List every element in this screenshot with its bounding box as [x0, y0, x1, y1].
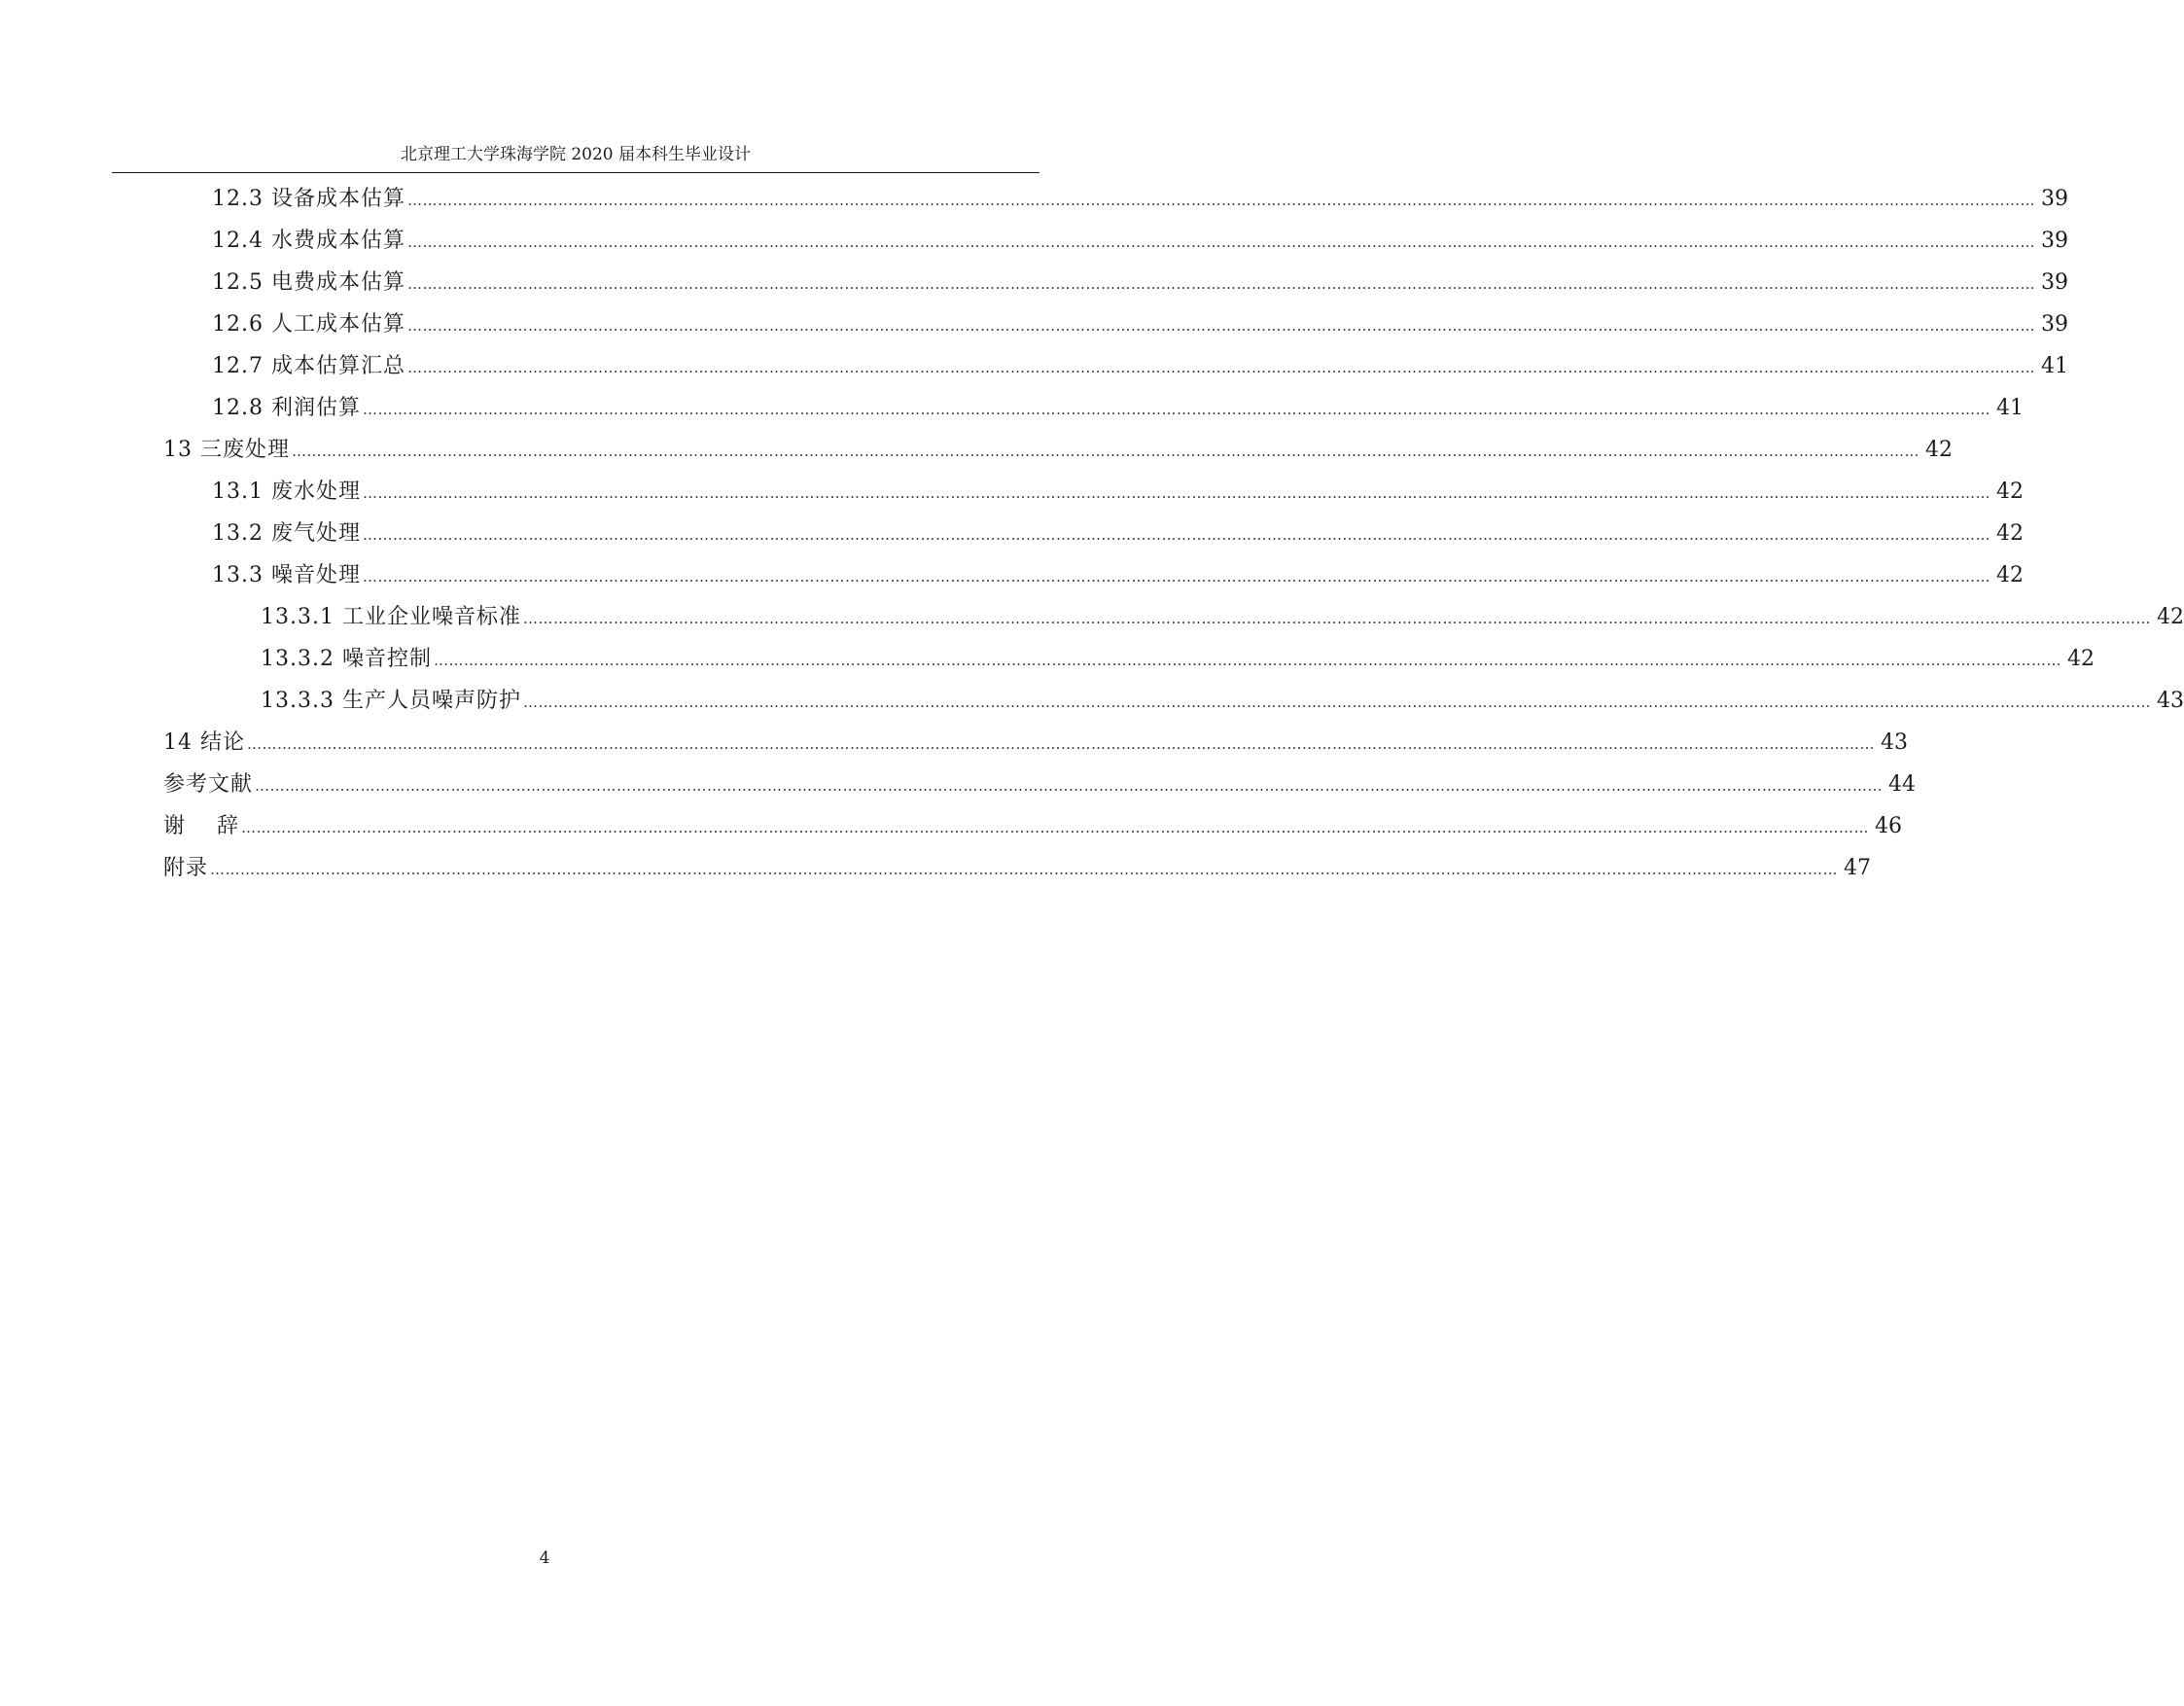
- toc-entry[interactable]: [0, 262, 2068, 303]
- toc-entry-page: 39: [2040, 270, 2068, 295]
- toc-entry-label: 12.6 人工成本估算: [212, 312, 405, 337]
- toc-entry-label: 谢 辞: [163, 814, 239, 838]
- toc-entry-page: 43: [1881, 730, 1908, 755]
- toc-entry-page: 42: [1925, 438, 1953, 462]
- toc-entry-page: 46: [1874, 814, 1902, 838]
- toc-entry-page: 42: [1995, 563, 2024, 587]
- toc-entry-page: 42: [1995, 480, 2024, 504]
- toc-entry-page: 39: [2040, 187, 2068, 211]
- toc-leader: ………………………………………………………………………………………………………………………………………………………………………………………………………………………………………………………………………………………………: [362, 401, 1990, 418]
- toc-entry-page: 39: [2040, 312, 2068, 337]
- toc-entry-label: 13.1 废水处理: [212, 480, 361, 504]
- toc-entry[interactable]: [0, 847, 1872, 889]
- toc-leader: ………………………………………………………………………………………………………………………………………………………………………………………………………………………………………………………………………………………………: [406, 192, 2035, 209]
- toc-leader: ………………………………………………………………………………………………………………………………………………………………………………………………………………………………………………………………………………………………: [362, 484, 1990, 502]
- header-rule: [112, 172, 1039, 173]
- page-header: 北京理工大学珠海学院 2020 届本科生毕业设计: [400, 145, 752, 164]
- toc-entry-page: 42: [2156, 605, 2184, 629]
- toc-entry-label: 13.3.2 噪音控制: [261, 647, 432, 671]
- toc-entry[interactable]: [0, 638, 2095, 680]
- toc-leader: ………………………………………………………………………………………………………………………………………………………………………………………………………………………………………………………………………………………………: [240, 819, 1869, 836]
- toc-leader: ………………………………………………………………………………………………………………………………………………………………………………………………………………………………………………………………………………………………: [255, 777, 1884, 795]
- toc-entry[interactable]: [0, 471, 2024, 513]
- toc-entry-label: 13.2 废气处理: [212, 521, 361, 546]
- toc-entry-page: 43: [2156, 689, 2184, 713]
- toc-entry-page: 39: [2040, 229, 2068, 253]
- toc-entry-label: 12.5 电费成本估算: [212, 270, 405, 295]
- table-of-contents: [0, 178, 2184, 889]
- toc-leader: ………………………………………………………………………………………………………………………………………………………………………………………………………………………………………………………………………………………………: [406, 275, 2035, 293]
- toc-leader: ………………………………………………………………………………………………………………………………………………………………………………………………………………………………………………………………………………………………: [406, 233, 2035, 251]
- toc-leader: ………………………………………………………………………………………………………………………………………………………………………………………………………………………………………………………………………………………………: [522, 693, 2151, 711]
- toc-entry-label: 12.7 成本估算汇总: [212, 354, 405, 378]
- toc-leader: ………………………………………………………………………………………………………………………………………………………………………………………………………………………………………………………………………………………………: [406, 359, 2035, 376]
- toc-entry[interactable]: [0, 429, 1953, 471]
- toc-entry-page: 41: [1995, 396, 2024, 420]
- toc-entry[interactable]: [0, 680, 2184, 722]
- toc-entry[interactable]: [0, 805, 1902, 847]
- toc-entry-label: 13 三废处理: [163, 438, 290, 462]
- toc-leader: ………………………………………………………………………………………………………………………………………………………………………………………………………………………………………………………………………………………………: [522, 610, 2151, 627]
- toc-leader: ………………………………………………………………………………………………………………………………………………………………………………………………………………………………………………………………………………………………: [362, 526, 1990, 544]
- toc-leader: ………………………………………………………………………………………………………………………………………………………………………………………………………………………………………………………………………………………………: [362, 568, 1990, 586]
- toc-entry[interactable]: [0, 387, 2024, 429]
- toc-entry-label: 13.3.3 生产人员噪声防护: [261, 689, 521, 713]
- toc-leader: ………………………………………………………………………………………………………………………………………………………………………………………………………………………………………………………………………………………………: [406, 317, 2035, 335]
- toc-entry[interactable]: [0, 220, 2068, 262]
- toc-entry-label: 参考文献: [163, 772, 254, 797]
- toc-entry-label: 12.8 利润估算: [212, 396, 361, 420]
- toc-entry[interactable]: [0, 178, 2068, 220]
- toc-entry-label: 14 结论: [163, 730, 245, 755]
- toc-entry[interactable]: [0, 722, 1908, 764]
- toc-entry-page: 41: [2040, 354, 2068, 378]
- toc-entry[interactable]: [0, 764, 1917, 805]
- toc-entry-label: 12.4 水费成本估算: [212, 229, 405, 253]
- toc-leader: ………………………………………………………………………………………………………………………………………………………………………………………………………………………………………………………………………………………………: [247, 735, 1875, 753]
- toc-entry-label: 12.3 设备成本估算: [212, 187, 405, 211]
- toc-leader: ………………………………………………………………………………………………………………………………………………………………………………………………………………………………………………………………………………………………: [292, 443, 1920, 460]
- toc-entry-label: 附录: [163, 856, 209, 880]
- toc-entry-page: 42: [2066, 647, 2095, 671]
- toc-entry[interactable]: [0, 513, 2024, 554]
- toc-entry[interactable]: [0, 303, 2068, 345]
- toc-entry-page: 44: [1888, 772, 1917, 797]
- toc-entry-label: 13.3.1 工业企业噪音标准: [261, 605, 521, 629]
- toc-entry[interactable]: [0, 345, 2068, 387]
- toc-leader: ………………………………………………………………………………………………………………………………………………………………………………………………………………………………………………………………………………………………: [210, 861, 1839, 878]
- toc-entry[interactable]: [0, 596, 2184, 638]
- toc-entry[interactable]: [0, 554, 2024, 596]
- toc-leader: ………………………………………………………………………………………………………………………………………………………………………………………………………………………………………………………………………………………………: [433, 652, 2061, 669]
- toc-entry-page: 47: [1844, 856, 1872, 880]
- toc-entry-page: 42: [1995, 521, 2024, 546]
- toc-entry-label: 13.3 噪音处理: [212, 563, 361, 587]
- page-number: 4: [539, 1548, 550, 1568]
